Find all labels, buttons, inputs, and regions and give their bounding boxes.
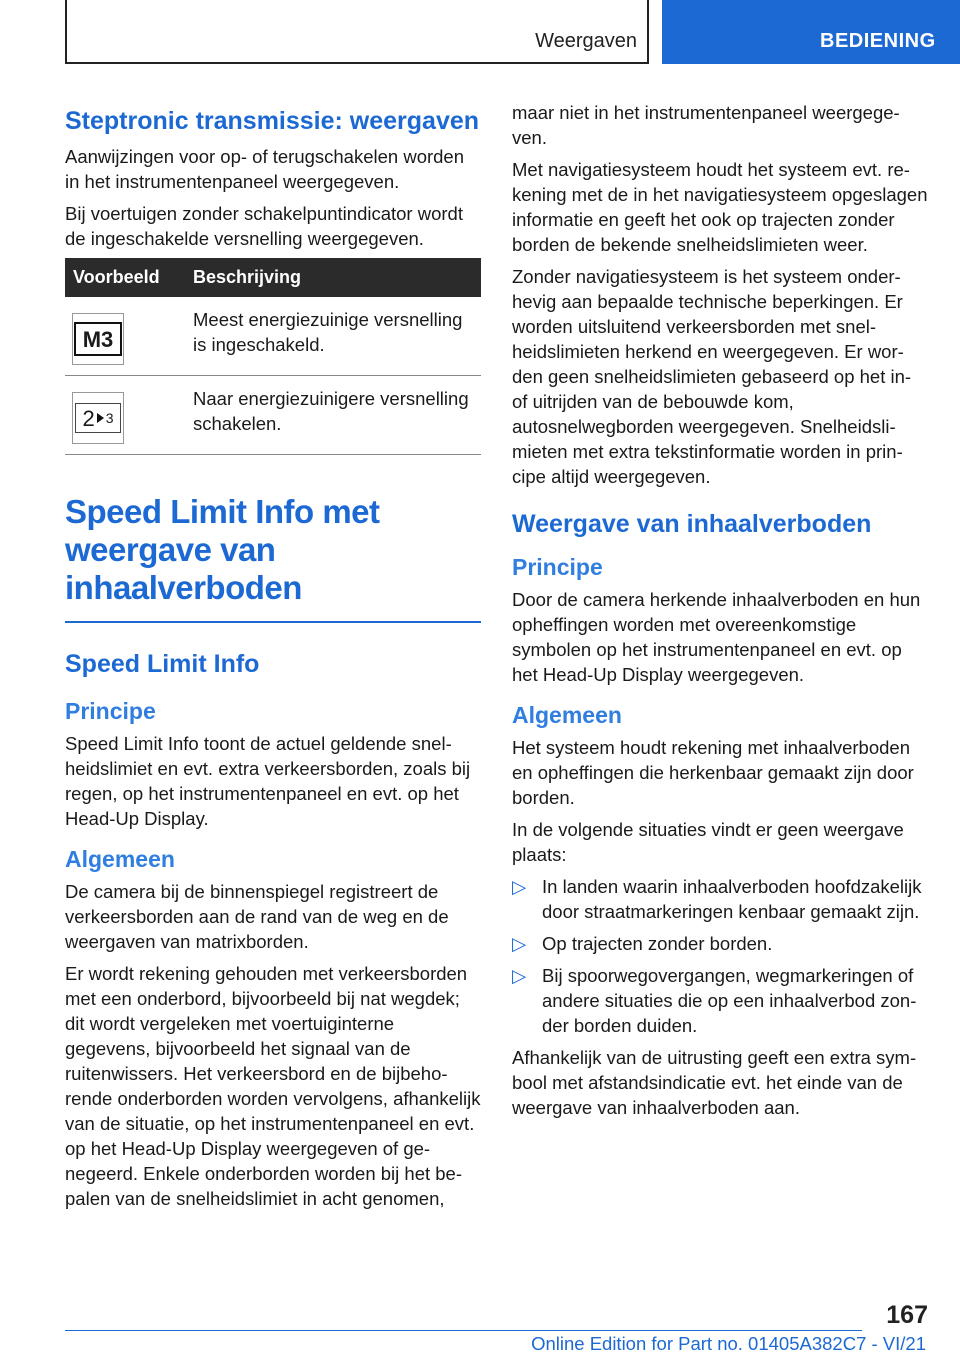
inhaalverboden-heading: Weergave van inhaalverboden	[512, 510, 872, 538]
gear-from-number: 2	[82, 405, 95, 431]
table-cell-description: Meest energiezuinige versnelling is ingeschakeld.	[185, 297, 481, 376]
paragraph: Bij voertuigen zonder schakelpuntindicator wordt de ingeschakelde versnelling weergegeven.	[65, 203, 463, 249]
paragraph: Zonder navigatiesysteem is het systeem onderhevig aan bepaalde technische beperkingen. Er worden uitsluitend verkeersborden met snelheidslimieten herkend en weergegeven. Er worden geen snelheidslimieten gebaseerd op het in- of uitrijden van de bebouwde kom, autosnelwegborden weergegeven. Snelheidslimieten met extra tekstinformatie worden in principe altijd weergegeven.	[512, 266, 912, 487]
table-cell-icon	[65, 376, 185, 455]
gear-display-image	[72, 392, 124, 444]
list-item: ▷ In landen waarin inhaalverboden hoofdzakelijk door straatmarkeringen kenbaar gemaakt zijn.	[512, 876, 922, 922]
table-row	[65, 376, 481, 455]
algemeen-heading: Algemeen	[512, 702, 622, 728]
right-column	[512, 100, 928, 1127]
list-item: ▷ Bij spoorwegovergangen, wegmarkeringen of andere situaties die op een inhaalverbod zonder borden duiden.	[512, 965, 917, 1036]
paragraph: Met navigatiesysteem houdt het systeem evt. rekening met de in het navigatiesysteem opgeslagen informatie en geeft het ook op trajecten zonder borden de bekende snelheidslimieten weer.	[512, 159, 928, 255]
paragraph: Speed Limit Info toont de actuel geldende snelheidslimiet en evt. extra verkeersborden, zoals bij regen, op het instrumentenpaneel en evt. op het Head-Up Display.	[65, 733, 471, 829]
paragraph: Het systeem houdt rekening met inhaalverboden en opheffingen die herkenbaar gemaakt zijn door borden.	[512, 737, 914, 808]
steptronic-heading: Steptronic transmissie: weergaven	[65, 107, 480, 135]
table-cell-icon	[65, 297, 185, 376]
paragraph: Er wordt rekening gehouden met verkeersborden met een onderbord, bijvoorbeeld bij nat wegdek; dit wordt vergeleken met voertuiginterne gegevens, bijvoorbeeld het signaal van de ruitenwissers. Het verkeersbord en de bijbehorende onderborden worden vervolgens, afhankelijk van de situatie, op het instrumentenpaneel en evt. op het Head-Up Display weergegeven of genegeerd. Enkele onderborden worden bij het bepalen van de snelheidslimiet in acht genomen,	[65, 963, 481, 1209]
algemeen-heading: Algemeen	[65, 846, 175, 872]
principe-heading: Principe	[512, 554, 603, 580]
paragraph: Aanwijzingen voor op- of terugschakelen worden in het instrumentenpaneel weergegeven.	[65, 146, 465, 192]
gear-to-number: 3	[105, 409, 114, 426]
table-header-description: Beschrijving	[185, 258, 481, 297]
table-row	[65, 297, 481, 376]
paragraph: De camera bij de binnenspiegel registreert de verkeersborden aan de rand van de weg en de weergaven van matrixborden.	[65, 881, 449, 952]
table-header-example: Voorbeeld	[65, 258, 185, 297]
gear-display-image	[72, 313, 124, 365]
footer-divider	[65, 1330, 862, 1331]
table-cell-description: Naar energiezuinigere versnelling schakelen.	[185, 376, 481, 455]
paragraph: In de volgende situaties vindt er geen weergave plaats:	[512, 819, 904, 865]
list-item: ▷ Op trajecten zonder borden.	[512, 933, 773, 954]
gear-display-table	[65, 258, 481, 455]
page-number: 167	[886, 1301, 928, 1329]
principe-heading: Principe	[65, 698, 156, 724]
header-section-title: Weergaven	[535, 30, 637, 52]
situation-list	[512, 874, 928, 1038]
shift-arrow-icon	[97, 413, 104, 423]
triangle-bullet-icon: ▷	[512, 965, 527, 986]
speed-limit-chapter-title: Speed Limit Info met weergave van inhaalverboden	[65, 493, 481, 623]
left-column	[65, 100, 481, 1218]
triangle-bullet-icon: ▷	[512, 933, 527, 954]
shift-up-icon	[75, 403, 121, 433]
paragraph: Afhankelijk van de uitrusting geeft een extra symbool met afstandsindicatie evt. het einde van de weergave van inhaalverboden aan.	[512, 1047, 917, 1118]
header-chapter-tab[interactable]: BEDIENING	[662, 0, 960, 64]
footer-edition: Online Edition for Part no. 01405A382C7 - VI/21	[531, 1333, 926, 1354]
gear-m3-icon: M3	[74, 322, 122, 356]
triangle-bullet-icon: ▷	[512, 876, 527, 897]
paragraph: Door de camera herkende inhaalverboden en hun opheffingen worden met overeenkomstige symbolen op het instrumentenpaneel en evt. op het Head-Up Display weergegeven.	[512, 589, 921, 685]
speed-limit-info-heading: Speed Limit Info	[65, 650, 260, 678]
paragraph: maar niet in het instrumentenpaneel weergegeven.	[512, 102, 900, 148]
